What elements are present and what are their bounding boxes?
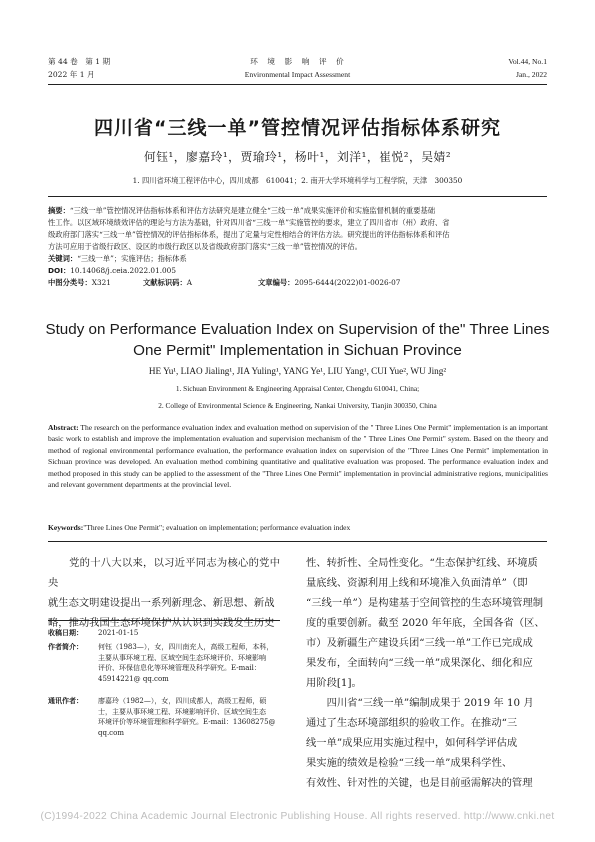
doi: DOI：10.14068/j.ceia.2022.01.005 <box>48 266 176 275</box>
body-line: “三线一单”）是构建基于空间管控的生态环境管理制 <box>306 597 544 609</box>
body-line: 用阶段[1]。 <box>306 677 362 689</box>
journal-volume-en: Vol.44, No.1 <box>508 57 547 66</box>
body-line: 就生态文明建设提出一系列新理念、新思想、新战 <box>48 597 275 609</box>
body-right-column <box>306 553 548 793</box>
authors-en: HE Yu¹, LIAO Jialing¹, JIA Yuling¹, YANG Ye¹, LIU Yang¹, CUI Yue², WU Jing² <box>148 366 447 376</box>
affiliation-en-1: 1. Sichuan Environment & Engineering Appraisal Center, Chengdu 610041, China; <box>175 384 420 393</box>
body-line: 四川省“三线一单”编制成果于 2019 年 10 月 <box>306 697 534 709</box>
abstract-rule <box>48 541 547 542</box>
journal-date-en: Jan., 2022 <box>515 70 547 79</box>
journal-name-cn: 环 境 影 响 评 价 <box>250 57 345 66</box>
journal-volume-issue: 第 44 卷 第 1 期 <box>48 57 111 66</box>
journal-date: 2022 年 1 月 <box>48 70 95 79</box>
abstract-cn <box>48 205 548 289</box>
keywords-cn-label: 关键词： <box>48 254 78 263</box>
journal-name-en: Environmental Impact Assessment <box>244 70 351 79</box>
abstract-cn-line: 性工作。以区域环境绩效评估的理论与方法为基础，针对四川省“三线一单”实施管控的要求，建立了四川省市（州）政府、省 <box>48 218 450 227</box>
classification-info <box>48 277 548 289</box>
body-line: 线一单”成果应用实施过程中，如何科学评估成 <box>306 737 518 749</box>
keywords-en-label: Keywords: <box>48 523 84 532</box>
title-rule <box>48 196 547 197</box>
affiliation-en-2: 2. College of Environmental Science & Engineering, Nankai University, Tianjin 300350, China <box>158 401 437 410</box>
body-line: 果实施的绩效是检验“三线一单”成果科学性、 <box>306 757 513 769</box>
copyright-footer: (C)1994-2022 China Academic Journal Electronic Publishing House. All rights reserved. http://www.cnki.net <box>40 811 555 822</box>
body-line: 党的十八大以来，以习近平同志为核心的党中央 <box>48 557 280 589</box>
abstract-cn-line: 方法可应用于省级行政区、设区的市级行政区以及省级政府部门落实“三线一单”管控情况的评估。 <box>48 242 362 251</box>
body-line: 市）及新疆生产建设兵团“三线一单”工作已完成成 <box>306 637 533 649</box>
body-line: 度的重要创新。截至 2020 年年底，全国各省（区、 <box>306 617 545 629</box>
abstract-en-label: Abstract: <box>48 423 79 432</box>
footnote-rule <box>48 620 280 621</box>
body-line: 果发布，全面转向“三线一单”成果深化、细化和应 <box>306 657 533 669</box>
keywords-cn: 关键词：“三线一单”；实施评估；指标体系 <box>48 254 187 263</box>
clc-number: X321 <box>91 278 111 287</box>
clc-label: 中图分类号： <box>48 278 92 287</box>
abstract-cn-line: 级政府部门落实“三线一单”管控情况的评估指标体系，提出了定量与定性相结合的评估方法。研究提出的评估指标体系和评估 <box>48 230 450 239</box>
doc-code: A <box>186 278 193 287</box>
received-label: 收稿日期： <box>48 629 83 637</box>
keywords-en: Keywords:"Three Lines One Permit"; evaluation on implementation; performance evaluation index <box>48 523 351 532</box>
doc-code-label: 文献标识码： <box>143 278 187 287</box>
article-number-label: 文章编号： <box>258 278 295 287</box>
paper-title-cn: 四川省“三线一单”管控情况评估指标体系研究 <box>94 117 501 139</box>
abstract-cn-line: 摘要：“三线一单”管控情况评估指标体系和评估方法研究是建立健全“三线一单”成果实施评价和实施监督机制的重要基础 <box>48 206 436 215</box>
body-line: 略，推动我国生态环境保护从认识到实践发生历史 <box>48 617 275 629</box>
author-bio-label: 作者简介： <box>48 643 83 651</box>
body-line: 通过了生态环境部组织的验收工作。在推动“三 <box>306 717 518 729</box>
doi-label: DOI： <box>48 266 71 275</box>
article-number: 2095-6444(2022)01-0026-07 <box>294 278 401 287</box>
body-line: 性、转折性、全局性变化。“生态保护红线、环境质 <box>306 557 538 569</box>
abstract-en: Abstract: The research on the performance evaluation index and evaluation method on supervision of the " Three Lines One Permit" implementation is an important basic work to establish and improve the implementation evaluation and supervision mechanism of the " Three Lines One Permit" system. Based on the theory and method of regional environmental performance evaluation, the performance evaluation index on supervision of the "Three Lines One Permit" implementation in Sichuan province was developed. An evaluation method combining quantitative and qualitative evaluation was proposed. The performance evaluation index and method proposed in this study can be applied to the assessment of the "Three Lines One Permit" implementation in provincial administrative regions, municipalities and relevant government departments at the provincial level. <box>48 423 548 490</box>
body-line: 量底线、资源利用上线和环境准入负面清单”（即 <box>306 577 528 589</box>
corresponding-label: 通讯作者： <box>48 697 83 705</box>
authors-cn: 何钰¹，廖嘉玲¹，贾瑜玲¹，杨叶¹，刘洋¹，崔悦²，吴婧² <box>143 150 452 164</box>
header-rule <box>48 84 547 85</box>
body-line: 有效性、针对性的关键，也是目前亟需解决的管理 <box>306 777 533 789</box>
abstract-cn-label: 摘要： <box>48 206 70 215</box>
affiliations-cn: 1. 四川省环境工程评估中心，四川成都 610041；2. 南开大学环境科学与工程学院，天津 300350 <box>132 176 463 185</box>
paper-title-en: Study on Performance Evaluation Index on Supervision of the" Three Lines One Permit" Implementation in Sichuan Province <box>45 321 550 359</box>
body-left-column <box>48 553 280 633</box>
